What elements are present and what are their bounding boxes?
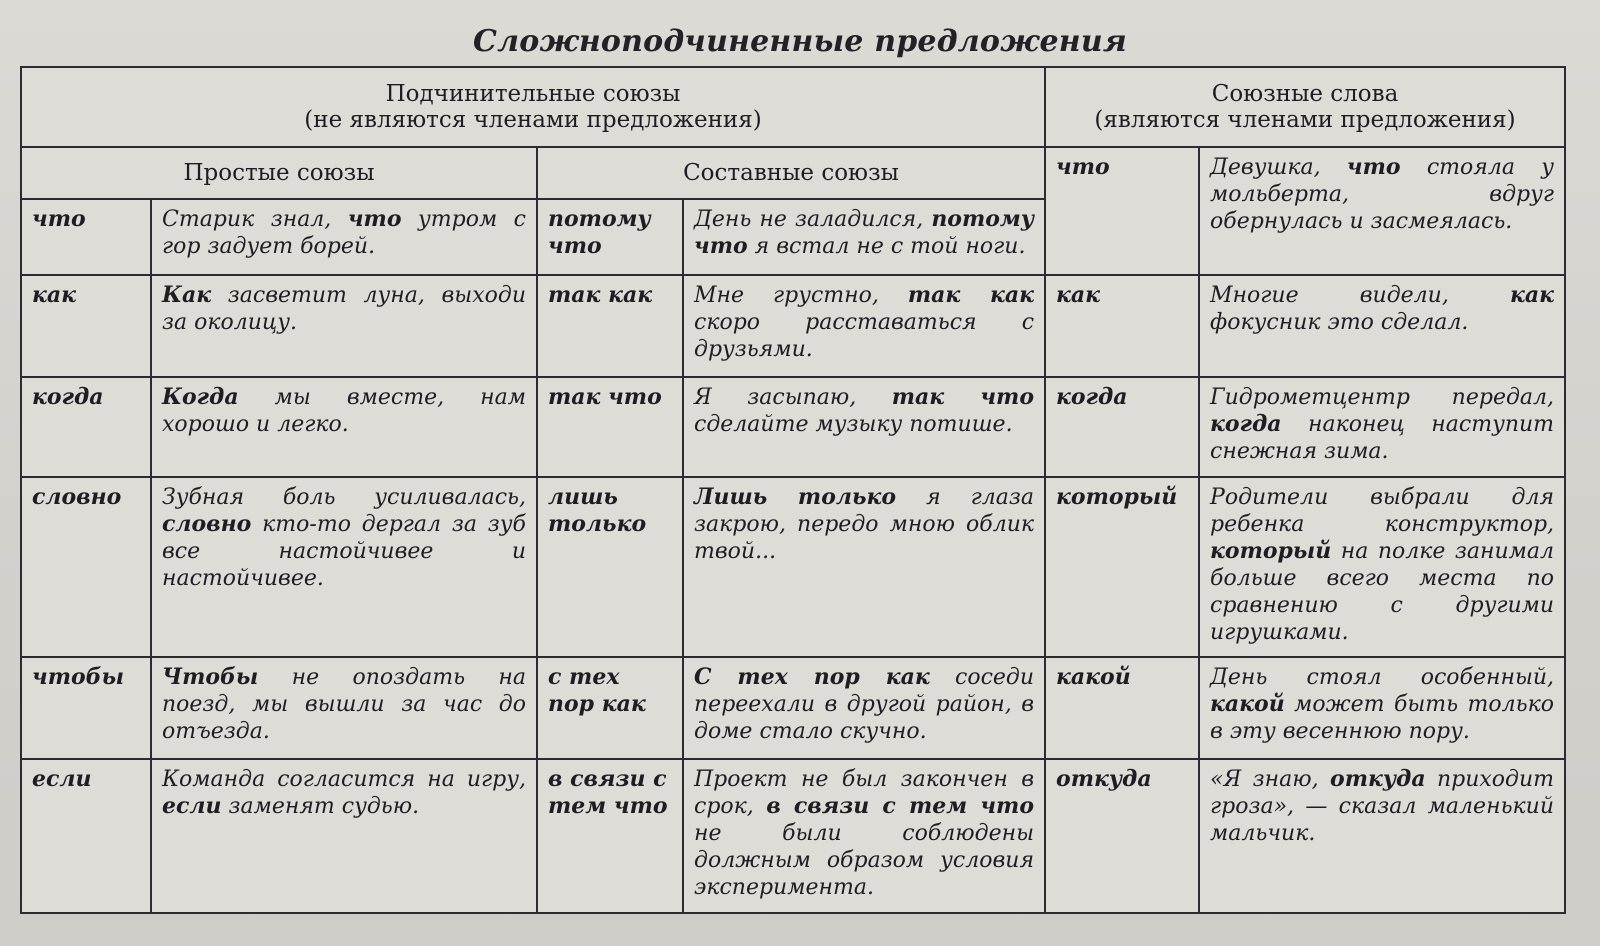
example-text: я глаза закрою, передо мною облик твой... [694, 485, 1035, 564]
compound-conjunction-cell: так что [537, 377, 683, 477]
example-keyword: какой [1210, 691, 1285, 717]
example-text: Девушка, [1210, 155, 1347, 180]
example-text: Зубная боль усиливалась, [162, 485, 526, 510]
allied-word-cell: когда [1045, 377, 1199, 477]
example-keyword: Чтобы [162, 664, 259, 690]
example-keyword: Как [162, 282, 212, 308]
header-subordinating [21, 67, 1045, 147]
example-text: фокусник это сделал. [1210, 310, 1469, 335]
example-keyword: если [162, 793, 222, 819]
example-text: сделайте музыку потише. [694, 412, 1013, 437]
example-keyword: который [1210, 538, 1332, 564]
example-text: День не заладился, [694, 207, 932, 232]
example-keyword: что [1346, 154, 1401, 180]
example-text: Родители выбрали для ребенка конструктор, [1210, 485, 1555, 537]
example-text: не опоздать на поезд, мы вышли за час до отъезда. [162, 665, 526, 744]
example-text: Старик знал, [162, 207, 348, 232]
allied-example-cell [1199, 147, 1565, 275]
example-keyword: так что [891, 384, 1035, 410]
header-allied-note: (являются членами предложения) [1094, 107, 1516, 133]
header-simple: Простые союзы [21, 147, 537, 199]
example-text: скоро расставаться с друзьями. [694, 310, 1035, 362]
example-text: Мне грустно, [694, 283, 908, 308]
allied-word-cell: откуда [1045, 759, 1199, 913]
example-keyword: так как [907, 282, 1034, 308]
allied-word-cell: как [1045, 275, 1199, 377]
allied-example-cell [1199, 759, 1565, 913]
example-text: приходит гроза», — сказал маленький мальчик. [1210, 767, 1555, 846]
header-subordinating-note: (не являются членами предложения) [304, 107, 762, 133]
simple-conjunction-cell: как [21, 275, 151, 377]
example-text: Многие видели, [1210, 283, 1510, 308]
compound-conjunction-cell: в связи с тем что [537, 759, 683, 913]
example-text: соседи переехали в другой район, в доме стало скучно. [694, 665, 1035, 744]
compound-conjunction-cell: потому что [537, 199, 683, 275]
example-keyword: словно [162, 511, 252, 537]
header-subordinating-title: Подчинительные союзы [385, 81, 681, 107]
example-text: «Я знаю, [1210, 767, 1331, 792]
compound-example-cell [683, 657, 1045, 759]
example-keyword: Когда [162, 384, 239, 410]
header-allied-title: Союзные слова [1211, 81, 1399, 107]
compound-conjunction-cell: лишь только [537, 477, 683, 657]
example-text: не были соблюдены должным образом условия эксперимента. [694, 821, 1035, 900]
allied-example-cell [1199, 657, 1565, 759]
compound-conjunction-cell: с тех пор как [537, 657, 683, 759]
simple-conjunction-cell: словно [21, 477, 151, 657]
example-keyword: как [1509, 282, 1555, 308]
example-text: Я засыпаю, [694, 385, 892, 410]
simple-example-cell [151, 759, 537, 913]
simple-example-cell [151, 477, 537, 657]
example-text: кто-то дергал за зуб все настойчивее и настойчивее. [162, 512, 526, 591]
allied-word-cell: что [1045, 147, 1199, 275]
compound-conjunction-cell: так как [537, 275, 683, 377]
compound-example-cell [683, 199, 1045, 275]
example-text: наконец наступит снежная зима. [1210, 412, 1555, 464]
compound-example-cell [683, 477, 1045, 657]
compound-example-cell [683, 275, 1045, 377]
example-text: День стоял особенный, [1210, 665, 1555, 690]
example-text: может быть только в эту весеннюю пору. [1210, 692, 1555, 744]
example-text: Команда согласится на игру, [162, 767, 526, 792]
example-text: заменят судью. [221, 794, 420, 819]
example-text: на полке занимал больше всего места по сравнению с другими игрушками. [1210, 539, 1555, 645]
simple-conjunction-cell: чтобы [21, 657, 151, 759]
example-keyword: в связи с тем что [766, 793, 1035, 819]
example-keyword: Лишь только [694, 484, 897, 510]
example-text: засветит луна, выходи за околицу. [162, 283, 526, 335]
simple-conjunction-cell: если [21, 759, 151, 913]
simple-example-cell [151, 275, 537, 377]
conjunction-table [20, 66, 1566, 914]
allied-example-cell [1199, 477, 1565, 657]
page-title: Сложноподчиненные предложения [473, 24, 1127, 59]
example-text: стояла у мольберта, вдруг обернулась и засмеялась. [1210, 155, 1555, 234]
example-text: мы вместе, нам хорошо и легко. [162, 385, 526, 437]
example-keyword: что [347, 206, 402, 232]
allied-word-cell: какой [1045, 657, 1199, 759]
example-keyword: когда [1210, 411, 1282, 437]
compound-example-cell [683, 759, 1045, 913]
example-text: Проект не был закончен в срок, [694, 767, 1035, 819]
example-text: утром с гор задует борей. [162, 207, 527, 259]
simple-conjunction-cell: когда [21, 377, 151, 477]
simple-example-cell [151, 377, 537, 477]
example-text: Гидрометцентр передал, [1210, 385, 1555, 410]
allied-example-cell [1199, 275, 1565, 377]
example-text: я встал не с той ноги. [747, 234, 1026, 259]
example-keyword: потому что [694, 206, 1035, 259]
simple-example-cell [151, 657, 537, 759]
header-compound: Составные союзы [537, 147, 1045, 199]
example-keyword: С тех пор как [694, 664, 930, 690]
example-keyword: откуда [1330, 766, 1426, 792]
header-allied [1045, 67, 1565, 147]
simple-conjunction-cell: что [21, 199, 151, 275]
allied-example-cell [1199, 377, 1565, 477]
compound-example-cell [683, 377, 1045, 477]
allied-word-cell: который [1045, 477, 1199, 657]
simple-example-cell [151, 199, 537, 275]
